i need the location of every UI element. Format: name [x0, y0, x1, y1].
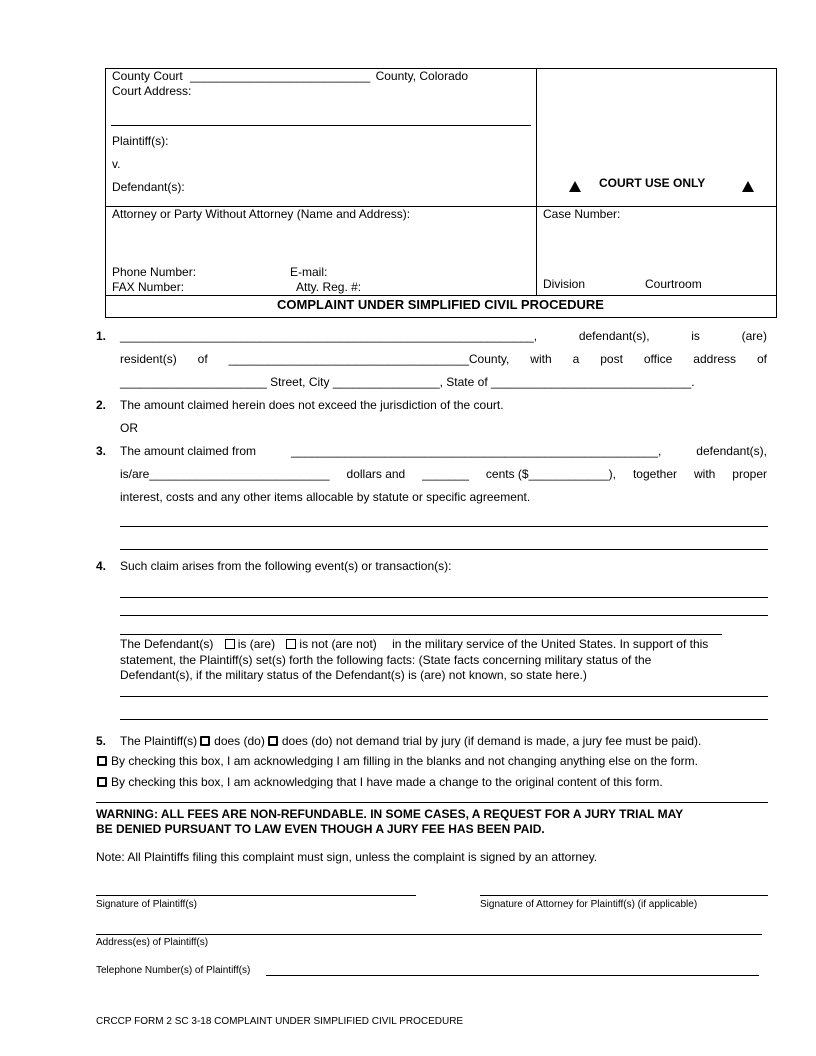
court-address-line	[111, 125, 531, 126]
item-5-number: 5.	[96, 734, 107, 748]
item-1-line-1: ______________________________________________________________, defendant(s), is (are)	[120, 329, 767, 343]
form-footer: CRCCP FORM 2 SC 3-18 COMPLAINT UNDER SIMPLIFIED CIVIL PROCEDURE	[96, 1016, 464, 1027]
phone-number-label: Phone Number:	[112, 265, 197, 279]
caption-vertical-divider	[536, 68, 537, 295]
item-3-write-line-1[interactable]	[120, 526, 768, 527]
attorney-signature-line[interactable]	[480, 895, 768, 896]
court-use-only-label: COURT USE ONLY	[599, 176, 706, 190]
item-2-text: The amount claimed herein does not exceed the jurisdiction of the court.	[120, 398, 504, 412]
military-write-line-2[interactable]	[120, 719, 768, 720]
no-jury-demand-checkbox[interactable]	[268, 736, 278, 746]
atty-reg-label: Atty. Reg. #:	[296, 280, 362, 294]
address-label: Address(es) of Plaintiff(s)	[96, 937, 209, 948]
item-3-line-3: interest, costs and any other items allocable by statute or specific agreement.	[120, 490, 531, 504]
military-write-line-1[interactable]	[120, 696, 768, 697]
military-is-checkbox[interactable]	[225, 639, 235, 649]
acknowledge-blanks-checkbox[interactable]	[97, 756, 107, 766]
item-5-text: The Plaintiff(s) does (do) does (do) not demand trial by jury (if demand is made, a jury fee must be paid).	[120, 734, 702, 748]
acknowledge-change-checkbox[interactable]	[97, 777, 107, 787]
plaintiff-signature-label: Signature of Plaintiff(s)	[96, 899, 197, 910]
item-1-line-3[interactable]: ______________________ Street, City ________________, State of ______________________________.	[120, 375, 695, 389]
military-status-line-3: Defendant(s), if the military status of the Defendant(s) is (are) not known, so state here.)	[120, 668, 587, 682]
military-status-line-2: statement, the Plaintiff(s) set(s) forth the following facts: (State facts concerning military status of the	[120, 653, 652, 667]
acknowledgement-1: By checking this box, I am acknowledging I am filling in the blanks and not changing anything else on the form.	[97, 754, 698, 768]
warning-line-2: BE DENIED PURSUANT TO LAW EVEN THOUGH A JURY FEE HAS BEEN PAID.	[96, 822, 545, 836]
item-3-line-1: The amount claimed from _______________________________________________________, defendant(s),	[120, 444, 767, 458]
county-name-blank[interactable]: ___________________________	[190, 69, 371, 83]
warning-line-1: WARNING: ALL FEES ARE NON-REFUNDABLE. IN SOME CASES, A REQUEST FOR A JURY TRIAL MAY	[96, 807, 684, 821]
signing-note: Note: All Plaintiffs filing this complaint must sign, unless the complaint is signed by an attorney.	[96, 850, 598, 864]
plaintiffs-label: Plaintiff(s):	[112, 134, 169, 148]
item-1-line-2: resident(s) of ____________________________________County, with a post office address of	[120, 352, 767, 366]
or-label: OR	[120, 421, 138, 435]
amount-from-blank[interactable]: _______________________________________________________,	[290, 444, 662, 458]
defendant-county-blank[interactable]: ____________________________________	[228, 352, 469, 366]
item-4-write-line-2[interactable]	[120, 615, 768, 616]
item-4-write-line-3[interactable]	[120, 634, 722, 635]
jury-demand-checkbox[interactable]	[200, 736, 210, 746]
versus-label: v.	[112, 157, 121, 171]
item-4-text: Such claim arises from the following event(s) or transaction(s):	[120, 559, 452, 573]
court-address-label: Court Address:	[112, 84, 192, 98]
military-status-line-1: The Defendant(s) is (are) is not (are not) in the military service of the United States. In support of this	[120, 637, 709, 651]
item-3-number: 3.	[96, 444, 107, 458]
item-3-line-2: is/are___________________________ dollars and _______ cents ($____________), together with proper	[120, 467, 767, 481]
item-3-write-line-2[interactable]	[120, 549, 768, 550]
military-is-not-checkbox[interactable]	[286, 639, 296, 649]
defendant-name-blank[interactable]: ______________________________________________________________,	[120, 329, 538, 343]
county-court-label: County Court ___________________________ County, Colorado	[112, 69, 469, 83]
up-triangle-icon	[569, 181, 581, 192]
item-1-number: 1.	[96, 329, 107, 343]
defendants-label: Defendant(s):	[112, 180, 185, 194]
address-line[interactable]	[96, 934, 762, 935]
cents-blank[interactable]: _______	[422, 467, 469, 481]
telephone-label: Telephone Number(s) of Plaintiff(s)	[96, 965, 251, 976]
email-label: E-mail:	[290, 265, 328, 279]
up-triangle-icon-right	[742, 181, 754, 192]
courtroom-label: Courtroom	[645, 277, 702, 291]
warning-top-rule	[96, 802, 768, 803]
item-4-number: 4.	[96, 559, 107, 573]
attorney-label: Attorney or Party Without Attorney (Name and Address):	[112, 207, 411, 221]
caption-divider-2	[105, 295, 776, 296]
telephone-line[interactable]	[266, 975, 759, 976]
item-2-number: 2.	[96, 398, 107, 412]
attorney-signature-label: Signature of Attorney for Plaintiff(s) (if applicable)	[480, 899, 698, 910]
dollars-blank[interactable]: is/are___________________________	[120, 467, 330, 481]
item-4-write-line-1[interactable]	[120, 597, 768, 598]
amount-total-blank[interactable]: cents ($____________),	[485, 467, 616, 481]
acknowledgement-2: By checking this box, I am acknowledging that I have made a change to the original content of this form.	[97, 775, 663, 789]
case-number-label: Case Number:	[543, 207, 621, 221]
fax-number-label: FAX Number:	[112, 280, 185, 294]
form-title: COMPLAINT UNDER SIMPLIFIED CIVIL PROCEDURE	[277, 297, 604, 312]
division-label: Division	[543, 277, 586, 291]
plaintiff-signature-line[interactable]	[96, 895, 416, 896]
